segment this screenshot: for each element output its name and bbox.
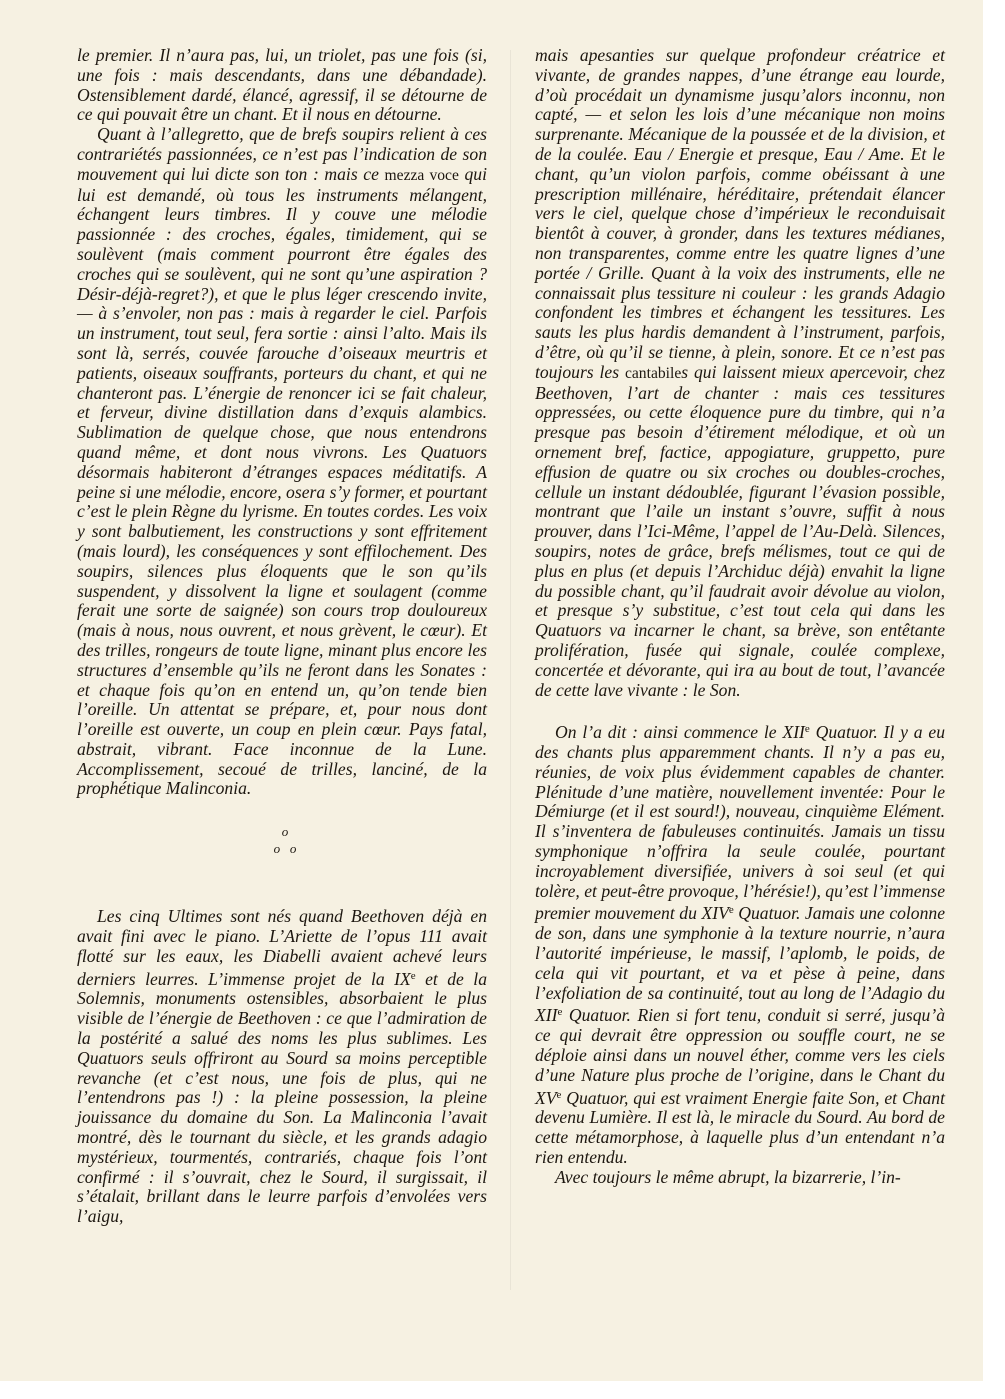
right-paragraph-2-part-b: Quatuor. Il y a eu des chants plus apparemment chants. Il n’y a pas eu, réunies, de voix plus évidemment capables de chanter. Plénitude d’une matière, nouvellement inventée: Pour le Démiurge (et il est sourd!), nouveau, cinquième Elément. Il s’inventera de fabuleuses continuités. Jamais un tissu symphonique n’offrira la seule coulée, pourtant incroyablement diversifiée, univers à soi seul (et qui tolère, et peut-être provoque, l’hérésie!), qu’est l’immense premier mouvement du XIV bbox=[535, 722, 946, 924]
right-paragraph-1 bbox=[535, 46, 945, 700]
left-paragraph-2 bbox=[77, 125, 487, 799]
ordinal-superscript: e bbox=[410, 969, 416, 982]
left-paragraph-3-part-a: Les cinq Ultimes sont nés quand Beethoven déjà en avait fini avec le piano. L’Ariette de l’opus 111 avait flotté sur les eaux, les Diabelli avaient achevé leurs derniers leurres. L’immense projet de la IX bbox=[77, 906, 487, 989]
right-paragraph-1-part-a: mais apesanties sur quelque profondeur créatrice et vivante, de grandes nappes, d’une étrange eau lourde, d’où procédait un dynamisme jusqu’alors inconnu, non capté, — et selon les lois d’une mécanique non moins surprenante. Mécanique de la poussée et de la division, et de la coulée. Eau / Energie et presque, Eau / Ame. Et le chant, qu’un violon parfois, comme obéissant à une prescription millénaire, héréditaire, prétendait élancer vers le ciel, quelque chose d’impérieux le reconduisait bientôt à couver, à gronder, dans les textures médianes, non transparentes, comme entre les quatre lignes d’une portée / Grille. Quant à la voix des instruments, elle ne connaissait plus tessiture ni couleur : les grands Adagio confondent les timbres et échangent les tessitures. Les sauts les plus hardis demandent à l’instrument, parfois, d’être, où qu’il se tienne, à plein, sonore. Et ce n’est pas toujours les bbox=[535, 45, 945, 382]
left-paragraph-1: le premier. Il n’aura pas, lui, un triolet, pas une fois (si, une fois : mais descendants, dans une débandade). Ostensiblement dardé, élancé, agressif, il se détourne de ce qui pouvait être un chant. Et il nous en détourne. bbox=[77, 45, 487, 125]
ordinal-superscript: e bbox=[557, 1006, 563, 1019]
cantabile-term: cantabile bbox=[624, 364, 682, 382]
ornament-bottom: o o bbox=[273, 841, 297, 857]
left-column bbox=[77, 46, 487, 1227]
right-paragraph-2 bbox=[535, 720, 945, 1168]
right-paragraph-3: Avec toujours le même abrupt, la bizarrerie, l’in- bbox=[555, 1166, 901, 1187]
right-paragraph-2-part-c: Quatuor. Jamais une colonne de son, dans une symphonie à la texture nourrie, n’aura l’autorité impérieuse, le massif, l’aplomb, le poids, de cela qui vit pourtant, et va et pèse à peine, dans l’exfoliation de sa continuité, tout au long de l’Adagio du XII bbox=[535, 903, 946, 1026]
section-break-ornament bbox=[77, 823, 487, 857]
scan-margin-right bbox=[983, 0, 1005, 1399]
right-paragraph-2-part-a: On l’a dit : ainsi commence le XII bbox=[555, 722, 805, 743]
right-paragraph-1-part-b: s qui laissent mieux apercevoir, chez Beethoven, l’art de chanter : mais ces tessitures oppressées, ou cette éloquence pure du timbre, qui n’a presque pas besoin d’étirement mélodique, et où un ornement bref, factice, appogiature, gruppetto, pure effusion de quatre ou six croches ou doubles-croches, cellule un instant dédoublée, figurant l’évasion possible, montrant que l’aile un instant s’ouvre, suffit à nous prouver, dans l’Ici-Même, l’appel de l’Au-Delà. Silences, soupirs, notes de grâce, brefs mélismes, tout ce qui de plus en plus (et depuis l’Archiduc déjà) envahit la ligne du possible chant, qu’il faudrait avoir dévolue au violon, et presque s’y substitue, c’est tout cela qui dans les Quatuors va incarner le chant, sa brève, son entêtante prolifération, fusée qui signale, coulée complexe, concertée et dévorante, qui ira au bout de tout, l’avancée de cette lave vivante : le Son. bbox=[535, 361, 946, 700]
ordinal-superscript: e bbox=[728, 904, 734, 917]
left-paragraph-3-part-b: et de la Solemnis, monuments ostensibles, absorbaient le plus visible de l’énergie de Beethoven : ce que l’admiration de la postérité a salué des noms les plus sublimes. Les Quatuors seuls offriront au Sourd sa moins perceptible revanche (et c’est nous, une fois de plus, qui ne l’entendrons pas !) : la pleine possession, la pleine jouissance du domaine du Son. La Malinconia l’avait montré, dès le tournant du siècle, et les grands adagio mystérieux, tourmentés, contrariés, chaque fois l’ont confirmé : il s’ouvrait, chez le Sourd, il surgissait, il s’étalait, brillant dans le leurre parfois d’envolées vers l’aigu, bbox=[77, 968, 487, 1227]
ordinal-superscript: e bbox=[804, 723, 810, 736]
ornament-top: o bbox=[281, 824, 289, 840]
mezza-voce-term: mezza voce bbox=[384, 166, 459, 184]
right-paragraph-2-part-e: Quatuor, qui est vraiment Energie faite Son, et Chant devenu Lumière. Il est là, le miracle du Sourd. Au bord de cette métamorphose, à laquelle plus d’un entendant n’a rien entendu. bbox=[535, 1087, 945, 1168]
scan-margin-bottom bbox=[0, 1381, 1005, 1399]
column-gutter bbox=[510, 50, 511, 1290]
left-paragraph-3 bbox=[77, 907, 487, 1227]
right-column bbox=[535, 46, 945, 1188]
left-paragraph-2-part-a: Quant à l’allegretto, que de brefs soupirs relient à ces contrariétés passionnées, ce n’est pas l’indication de son mouvement qui lui dicte son ton : mais ce bbox=[77, 124, 487, 184]
left-paragraph-2-part-b: qui lui est demandé, où tous les instruments mélangent, échangent leurs timbres. Il y couve une mélodie passionnée : des croches, égales, timidement, qui se soulèvent (mais comment pourront être égales des croches qui se soulèvent, qui ne sont qu’une aspiration ? Désir-déjà-regret?), et que le plus léger crescendo invite, — à s’envoler, non pas : mais à regarder le ciel. Parfois un instrument, tout seul, fera sortie : ainsi l’alto. Mais ils sont là, serrés, couvée farouche d’oiseaux meurtris et patients, oiseaux souffrants, porteurs du chant, et qui ne chanteront pas. L’énergie de renoncer ici se fait chaleur, et ferveur, divine distillation dans d’exquis alambics. Sublimation de quelque chose, que nous entendrons quand même, et dont nous vivrons. Les Quatuors désormais habiteront d’étranges espaces méditatifs. A peine si une mélodie, encore, osera s’y former, et pourtant c’est le plein Règne du lyrisme. En toutes cordes. Les voix y sont balbutiement, les constructions y sont effritement (mais lourd), les conséquences y sont effilochement. Des soupirs, silences plus éloquents que le son qu’ils suspendent, y dissolvent la ligne et soulagent (comme ferait une sorte de saignée) son cours trop douloureux (mais à nous, nous ouvrent, et nous grèvent, le cœur). Et des trilles, rongeurs de toute ligne, minant plus encore les structures d’ensemble qu’ils ne feront dans les Sonates : et chaque fois qu’on en entend un, qu’on tende bien l’oreille. Un attentat se prépare, et, pour nous dont l’oreille est ouverte, un coup en plein cœur. Pays fatal, abstrait, vibrant. Face inconnue de la Lune. Accomplissement, secoué de trilles, lanciné, de la prophétique Malinconia. bbox=[77, 163, 487, 799]
right-paragraph-2-part-d: Quatuor. Rien si fort tenu, conduit si serré, jusqu’à ce qui devrait être oppression ou souffle court, ne se déploie ainsi dans un nouvel éther, comme vers les ciels d’une Nature plus proche de l’origine, dans le Chant du XV bbox=[535, 1005, 945, 1108]
ordinal-superscript: e bbox=[556, 1088, 562, 1101]
